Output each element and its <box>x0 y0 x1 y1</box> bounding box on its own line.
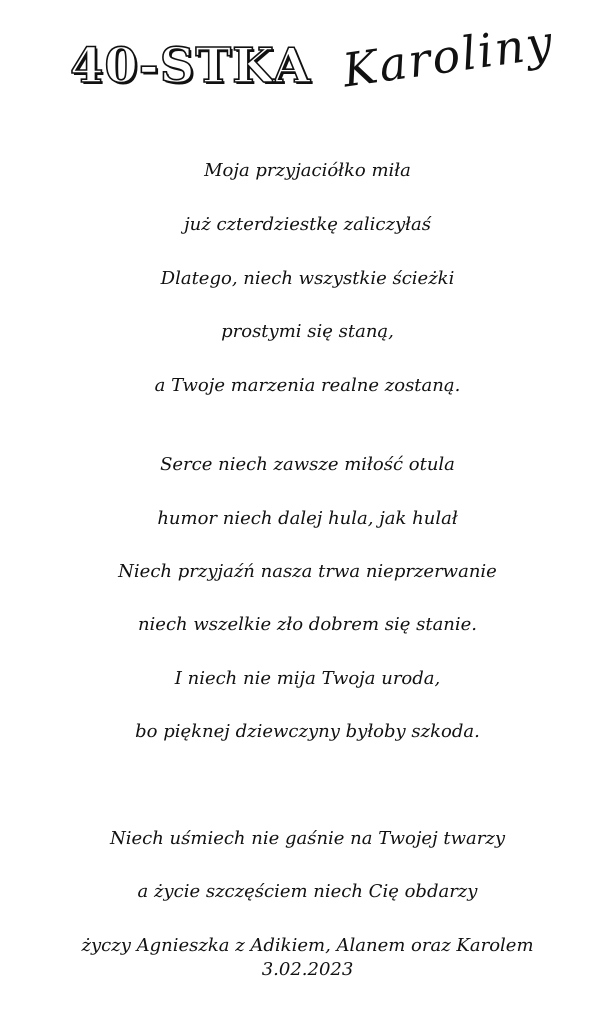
card-title-name: Karoliny <box>339 14 558 98</box>
poem-line: a życie szczęściem niech Cię obdarzy <box>137 881 478 902</box>
poem-line: niech wszelkie zło dobrem się stanie. <box>137 614 478 635</box>
signature-date: 3.02.2023 <box>261 959 354 980</box>
poem-line: Niech przyjaźń nasza trwa nieprzerwanie <box>118 561 497 582</box>
poem-line: Serce niech zawsze miłość otula <box>160 454 455 475</box>
poem-line: bo pięknej dziewczyny byłoby szkoda. <box>135 721 480 742</box>
card-header <box>0 0 615 140</box>
poem-line: prostymi się staną, <box>221 321 394 342</box>
card-title: 40-STKA <box>70 38 312 94</box>
poem-line: już czterdziestkę zaliczyłaś <box>184 214 431 235</box>
signature-text: życzy Agnieszka z Adikiem, Alanem oraz Karolem <box>81 935 534 956</box>
poem-line: humor niech dalej hula, jak hulał <box>157 508 458 529</box>
poem-line: Dlatego, niech wszystkie ścieżki <box>160 268 455 289</box>
poem-line: Niech uśmiech nie gaśnie na Twojej twarzy <box>109 828 505 849</box>
poem-line: a Twoje marzenia realne zostaną. <box>154 375 461 396</box>
poem-line: Moja przyjaciółko miła <box>204 160 411 181</box>
poem-line: I niech nie mija Twoja uroda, <box>174 668 441 689</box>
